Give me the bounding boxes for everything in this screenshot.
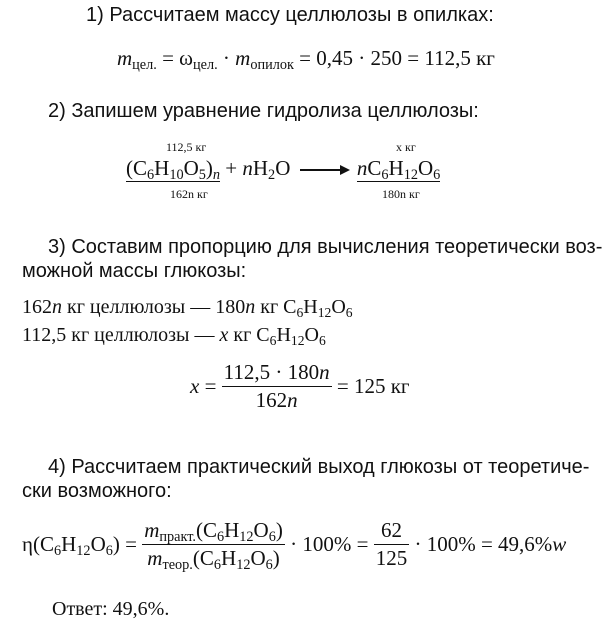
omega-sub: цел. [193, 56, 218, 73]
label-bottom-left: 162n кг [170, 187, 208, 201]
reaction-arrow [300, 169, 348, 171]
x-fraction: $\frac{112,5 \cdot 180n}{162n}$ [223, 360, 330, 412]
step1-heading: 1) Рассчитаем массу целлюлозы в опилках: [86, 4, 494, 26]
step2-heading: 2) Запишем уравнение гидролиза целлюлозы: [48, 100, 479, 122]
proportion-line-1: 162n кг целлюлозы — 180n кг $C_6H_{12}O_6$ [22, 296, 353, 320]
label-bottom-right: 180n кг [382, 187, 420, 201]
step3-heading-line2: можной массы глюкозы: [22, 260, 247, 282]
x-result: = 125 кг [336, 374, 410, 398]
yield-fraction: $\frac{m_{практ.}(C_6H_{12}O_6)}{m_{теор.}(C_6H_{12}O_6)}$ [144, 518, 283, 573]
cellulose-formula: $(C_6H_{10}O_5)_n$ [126, 156, 221, 183]
glucose-formula: $nC_6H_{12}O_6$ [356, 156, 441, 183]
x-calculation: x = $\frac{112,5 \cdot 180n}{162n}$ = 125 кг [190, 360, 410, 412]
label-top-right: x кг [396, 140, 416, 154]
m-cel-sub: цел. [132, 56, 157, 73]
label-top-left: 112,5 кг [166, 140, 207, 154]
m-opilok-sub: опилок [250, 56, 294, 73]
hydrolysis-equation [126, 140, 596, 210]
equation-line: $(C_6H_{10}O_5)_n + nH_2O$ $nC_6H_{12}O_6$ [126, 156, 441, 183]
step1-formula: $m_{цел.} = \omega_{цел.} \cdot m_{опилок} = 0,45 \cdot 250 = 112,5$ кг [117, 46, 495, 73]
proportion-line-2: 112,5 кг целлюлозы — x кг $C_6H_{12}O_6$ [22, 324, 326, 348]
yield-result: · 100% = 49,6% [414, 532, 553, 556]
step4-heading-line1: 4) Рассчитаем практический выход глюкозы от теоретиче- [48, 456, 590, 478]
step3-heading-line1: 3) Составим пропорцию для вычисления теоретически воз- [48, 236, 602, 258]
step1-result: = 0,45 · 250 = 112,5 кг [299, 46, 495, 70]
answer: Ответ: 49,6%. [52, 598, 170, 620]
yield-formula: $\eta(C_6H_{12}O_6)$ = $\frac{m_{практ.}(C_6H_{12}O_6)}{m_{теор.}(C_6H_{12}O_6)}$ · 100% = $\frac{62}{125}$ · 100% = 49,6%w [22, 518, 567, 573]
numeric-fraction: $\frac{62}{125}$ [375, 518, 408, 570]
step4-heading-line2: ски возможного: [22, 480, 172, 502]
